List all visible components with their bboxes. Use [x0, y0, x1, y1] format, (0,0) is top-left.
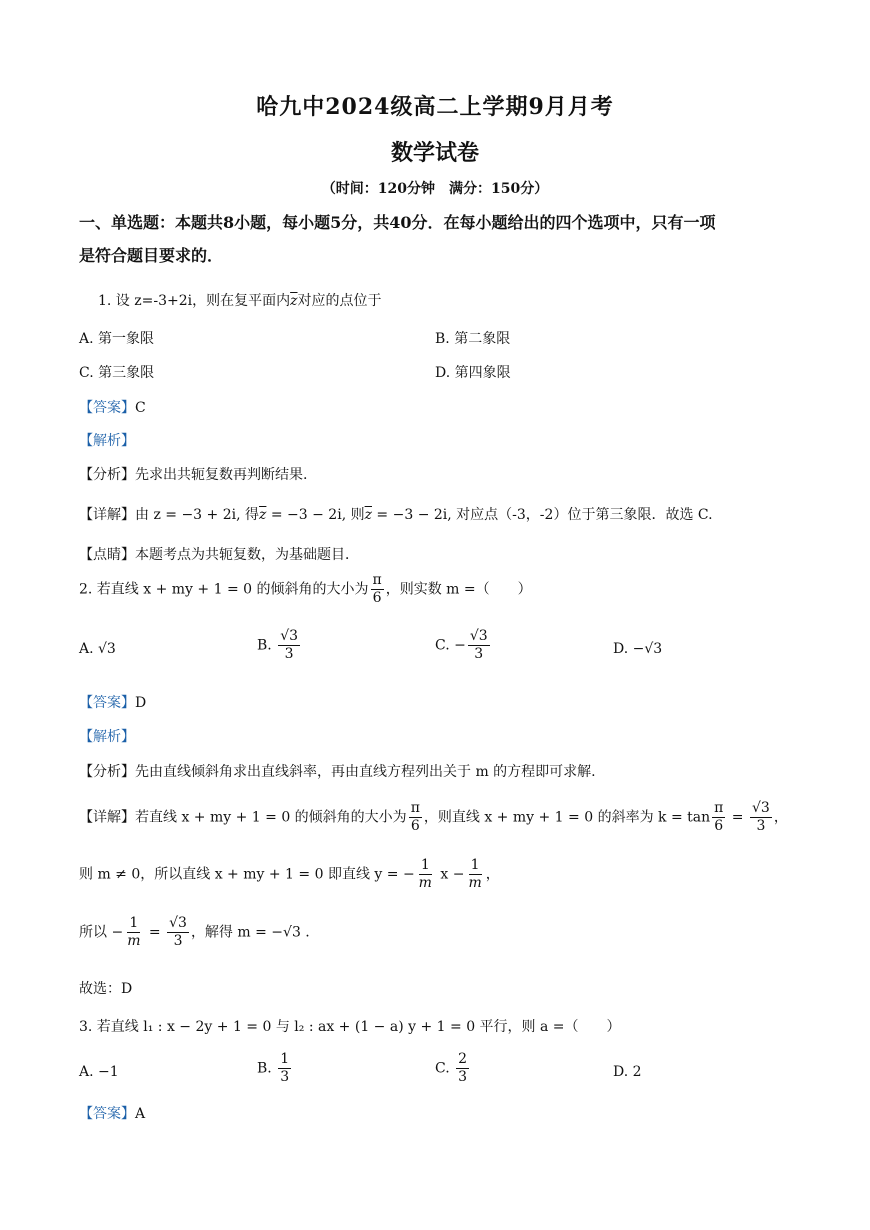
exam-meta: （时间：120分钟 满分：150分） — [321, 181, 549, 197]
frac-den: 6 — [372, 590, 382, 606]
answer-tag: 【答案】 — [79, 1106, 135, 1122]
q1-dianjing — [79, 544, 359, 564]
q1-option-c: C. 第三象限 — [79, 365, 155, 381]
section-heading-line1: 一、单选题：本题共8小题，每小题5分，共40分．在每小题给出的四个选项中，只有一项 — [79, 213, 716, 232]
q3-option-c-fraction — [456, 1051, 469, 1086]
q1-fenxi — [79, 464, 307, 484]
section-heading-line2: 是符合题目要求的． — [79, 246, 224, 265]
q2-detail-line3 — [79, 915, 310, 950]
q1-option-a: A. 第一象限 — [79, 331, 155, 347]
q3-option-b-label: B. — [257, 1060, 272, 1077]
q1-dianjing-text: 本题考点为共轭复数，为基础题目． — [135, 547, 359, 563]
frac-den: 6 — [714, 818, 724, 834]
frac-num: 1 — [420, 857, 430, 873]
q1-detail — [79, 504, 713, 524]
detail-tag: 【详解】 — [79, 507, 135, 523]
frac-num: 2 — [458, 1051, 468, 1067]
q1-answer-value: C — [135, 400, 146, 416]
q2-detail-a: 若直线 x + my + 1 = 0 的倾斜角的大小为 — [135, 809, 407, 826]
q2-option-c — [435, 628, 492, 663]
q1-conj-z-2: $\overline{z}$ — [364, 507, 372, 523]
q3-option-a: A. −1 — [79, 1064, 119, 1080]
pi-over-6-fraction — [409, 800, 422, 835]
q2-stem — [79, 572, 532, 607]
q3-option-d: D. 2 — [613, 1064, 642, 1080]
q2-detail-b: ，则直线 x + my + 1 = 0 的斜率为 k = tan — [423, 809, 711, 826]
frac-num: π — [714, 800, 724, 816]
q2-line3-c: ，解得 m = −√3 . — [190, 924, 310, 941]
pi-over-6-fraction — [371, 572, 384, 607]
q2-line3-a: 所以 − — [79, 924, 124, 941]
fenxi-tag: 【分析】 — [79, 467, 135, 483]
frac-den: 3 — [173, 933, 183, 949]
q2-line2-a: 则 m ≠ 0，所以直线 x + my + 1 = 0 即直线 y = − — [79, 866, 415, 883]
q2-stem-b: ，则实数 m =（ ） — [385, 581, 532, 598]
q3-option-c — [435, 1051, 471, 1086]
q2-detail-c: = — [727, 809, 748, 826]
q1-option-d: D. 第四象限 — [435, 365, 511, 381]
frac-den: 3 — [458, 1069, 468, 1085]
q1-stem — [98, 290, 382, 310]
q1-fenxi-text: 先求出共轭复数再判断结果. — [135, 467, 308, 483]
answer-tag: 【答案】 — [79, 400, 135, 416]
frac-num: 1 — [129, 915, 139, 931]
q3-answer — [79, 1103, 145, 1123]
q1-stem-a: 1. 设 z=-3+2i，则在复平面内 — [98, 293, 291, 309]
frac-den: 3 — [756, 818, 766, 834]
q2-option-a: A. √3 — [79, 641, 116, 657]
q2-analysis-tag: 【解析】 — [79, 729, 135, 745]
sqrt3-over-3-fraction — [750, 800, 772, 835]
frac-den: 3 — [280, 1069, 290, 1085]
q2-conclusion: 故选：D — [79, 981, 133, 997]
frac-num: 1 — [280, 1051, 290, 1067]
q3-option-b — [257, 1051, 293, 1086]
q2-detail-line2 — [79, 857, 500, 892]
q2-option-b-label: B. — [257, 637, 272, 654]
q2-option-b-fraction — [278, 628, 300, 663]
q3-answer-value: A — [135, 1106, 146, 1122]
dianjing-tag: 【点睛】 — [79, 547, 135, 563]
frac-den: 3 — [474, 646, 484, 662]
page-subtitle: 数学试卷 — [390, 140, 479, 166]
frac-num: √3 — [751, 800, 770, 816]
frac-num: √3 — [469, 628, 488, 644]
frac-den: 3 — [284, 646, 294, 662]
q2-option-c-label: C. − — [435, 637, 466, 654]
frac-num: π — [372, 572, 382, 588]
frac-den: m — [418, 875, 432, 891]
q3-stem: 3. 若直线 l₁ : x − 2y + 1 = 0 与 l₂ : ax + (1 − a) y + 1 = 0 平行，则 a =（ ） — [79, 1019, 621, 1035]
sqrt3-over-3-fraction — [167, 915, 189, 950]
q3-option-c-label: C. — [435, 1060, 450, 1077]
q2-line2-b: x − — [435, 866, 465, 883]
one-over-m-fraction — [125, 915, 142, 950]
q2-option-c-fraction — [468, 628, 490, 663]
q1-option-b: B. 第二象限 — [435, 331, 511, 347]
q2-fenxi-text: 先由直线倾斜角求出直线斜率，再由直线方程列出关于 m 的方程即可求解. — [135, 764, 596, 780]
q1-detail-b: = −3 − 2i, 则 — [266, 507, 365, 523]
frac-den: m — [127, 933, 141, 949]
q1-analysis-tag: 【解析】 — [79, 433, 135, 449]
frac-den: 6 — [410, 818, 420, 834]
q1-detail-c: = −3 − 2i, 对应点（-3，-2）位于第三象限．故选 C. — [371, 507, 713, 523]
q2-stem-a: 2. 若直线 x + my + 1 = 0 的倾斜角的大小为 — [79, 581, 369, 598]
one-over-m-fraction — [417, 857, 434, 892]
q1-stem-var: $\overline{z}$ — [290, 293, 298, 309]
q2-line2-c: ， — [485, 866, 500, 883]
q2-option-b — [257, 628, 302, 663]
fenxi-tag: 【分析】 — [79, 764, 135, 780]
q2-option-d: D. −√3 — [613, 641, 663, 657]
frac-num: 1 — [470, 857, 480, 873]
frac-den: m — [468, 875, 482, 891]
q2-answer — [79, 692, 146, 712]
frac-num: π — [410, 800, 420, 816]
page-title: 哈九中2024级高二上学期9月月考 — [256, 94, 614, 120]
q3-option-b-fraction — [278, 1051, 291, 1086]
q1-conj-z-1: $\overline{z}$ — [259, 507, 267, 523]
q1-detail-a: 由 z = −3 + 2i, 得 — [135, 507, 260, 523]
q1-stem-b: 对应的点位于 — [297, 293, 382, 309]
one-over-m-fraction — [466, 857, 483, 892]
frac-num: √3 — [169, 915, 187, 931]
detail-tag: 【详解】 — [79, 809, 135, 826]
pi-over-6-fraction — [712, 800, 725, 835]
q2-answer-value: D — [135, 695, 147, 711]
q2-detail-line1: 【详解】若直线 x + my + 1 = 0 的倾斜角的大小为 $\frac{\pi}{6}$ ，则直线 x + my + 1 = 0 的斜率为 k = tan $\frac{\pi}{6}$ = $\frac{√3}{3}$ ， — [79, 800, 788, 834]
q1-answer — [79, 397, 146, 417]
q2-fenxi — [79, 761, 596, 781]
q2-line3-b: = — [144, 924, 166, 941]
answer-tag: 【答案】 — [79, 695, 135, 711]
frac-num: √3 — [280, 628, 299, 644]
